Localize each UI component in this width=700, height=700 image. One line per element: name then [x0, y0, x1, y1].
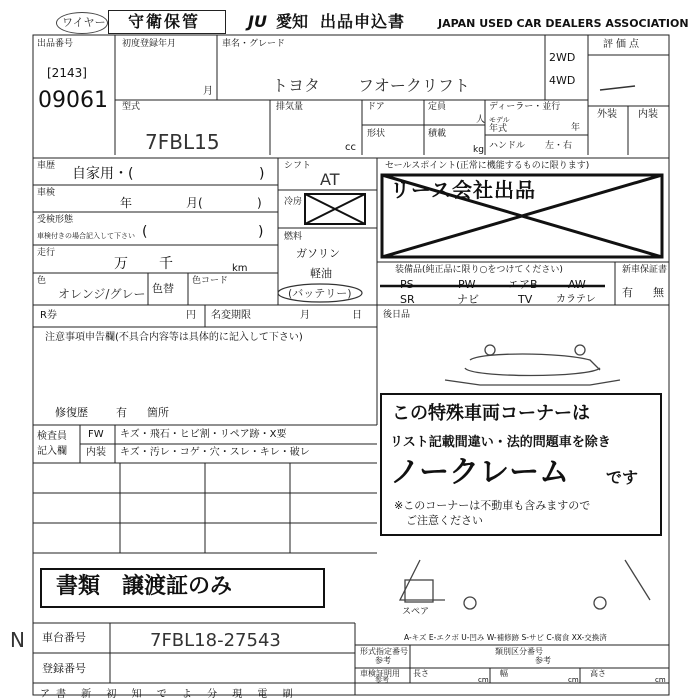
special-line1: この特殊車両コーナーは: [392, 403, 590, 424]
form-sub: 車検付きの場合記入して下さい: [37, 232, 135, 240]
sales-label: セールスポイント(正常に機能するものに限ります): [385, 161, 590, 171]
form-open: (: [142, 224, 148, 240]
inspection-year: 年: [120, 196, 133, 210]
color-label: 色: [37, 276, 47, 286]
mileage-sen: 千: [159, 256, 173, 272]
inspector-entry-label: 記入欄: [37, 446, 67, 457]
inspector-fw: FW: [88, 429, 104, 440]
dealer-label: ディーラー・並行: [489, 102, 561, 112]
equipment-sr: SR: [400, 293, 415, 306]
name-change-day: 日: [352, 310, 362, 321]
history-close: ): [259, 166, 265, 182]
repair-history-place: 箇所: [147, 406, 169, 419]
color-change: 色替: [152, 282, 174, 295]
mileage-unit: km: [232, 263, 248, 274]
form-label: 受検形態: [37, 215, 74, 225]
fuel-label: 燃料: [284, 232, 303, 242]
warranty-label: 新車保証書: [622, 265, 668, 275]
special-line5: ご注意ください: [406, 514, 483, 527]
dealer-year-unit: 年: [571, 123, 581, 133]
equipment-airbag: エアB: [508, 278, 538, 291]
registration-label: 登録番号: [42, 662, 86, 675]
org-name-en: JAPAN USED CAR DEALERS ASSOCIATION: [438, 17, 689, 30]
inspector-label: 検査員: [37, 431, 67, 442]
inspection-close: ): [257, 196, 262, 210]
equipment-tv: TV: [518, 293, 533, 306]
sales-value: リース会社出品: [390, 178, 536, 202]
documents-value: 書類 譲渡証のみ: [56, 574, 233, 599]
mileage-man: 万: [114, 256, 128, 272]
form-close: ): [258, 224, 264, 240]
spec-class-label: 類別区分番号: [495, 647, 543, 656]
inspector-interior: 内装: [86, 447, 106, 458]
spec-model-label: 形式指定番号: [360, 647, 408, 656]
special-desu: です: [606, 468, 639, 487]
spec-class-ref: 参考: [535, 656, 551, 665]
org-name: 愛知: [276, 12, 309, 31]
name-change-month: 月: [300, 310, 310, 321]
color-value: オレンジ/グレー: [58, 287, 146, 301]
handle-lr: 左・右: [545, 141, 573, 151]
spec-length: 長さ: [413, 669, 429, 678]
displacement-unit: cc: [345, 142, 356, 153]
lot-sub: [2143]: [47, 66, 87, 80]
storage-label: 守衛保管: [128, 12, 201, 31]
chassis-mark: N: [10, 628, 25, 652]
aircon-cross-mark: [305, 194, 365, 224]
type-value: 7FBL15: [145, 130, 220, 154]
first-reg-month: 月: [203, 86, 213, 97]
load-unit: kg: [473, 145, 484, 155]
equipment-aw: AW: [568, 278, 586, 291]
type-label: 型式: [122, 102, 141, 112]
special-line2: リスト記載間違い・法的問題車を除き: [390, 435, 611, 450]
shift-label: シフト: [284, 161, 312, 171]
warranty-no: 無: [653, 286, 664, 299]
handle-label: ハンドル: [489, 141, 526, 151]
spec-length-unit: cm: [478, 676, 489, 684]
spec-width: 幅: [500, 669, 508, 678]
shape-label: 形状: [367, 129, 386, 139]
bottom-row: ア書 新 初 知 で よ 分 現 電 刷: [40, 689, 299, 700]
spec-height: 高さ: [590, 669, 606, 678]
spare-label: スペア: [402, 607, 430, 617]
chassis-label: 車台番号: [42, 631, 86, 644]
equipment-ps: PS: [400, 278, 414, 291]
repair-history-value: 有: [116, 406, 127, 419]
repair-history-label: 修復歴: [55, 406, 88, 419]
mileage-label: 走行: [37, 248, 56, 258]
equipment-label: 装備品(純正品に限り○をつけてください): [395, 265, 563, 275]
recycle-unit: 円: [186, 310, 196, 321]
car-model: フオークリフト: [358, 76, 470, 95]
fuel-gasoline: ガソリン: [296, 247, 340, 260]
name-change-label: 名変期限: [211, 310, 251, 321]
inspector-row1: キズ・飛石・ヒビ割・リペア跡・X要: [120, 429, 287, 440]
first-reg-label: 初度登録年月: [122, 39, 177, 49]
inspection-label: 車検: [37, 188, 56, 198]
load-label: 積載: [428, 129, 447, 139]
dealer-year: 年式: [489, 124, 508, 134]
drive-2wd: 2WD: [549, 51, 576, 64]
lot-number: 09061: [38, 88, 108, 113]
spec-height-unit: cm: [655, 676, 666, 684]
ju-logo: JU: [248, 12, 267, 31]
later-item-label: 後日品: [383, 310, 411, 320]
equipment-color-tv: カラテレ: [556, 294, 596, 305]
displacement-label: 排気量: [276, 102, 304, 112]
history-label: 車歴: [37, 161, 56, 171]
spec-model-ref: 参考: [375, 656, 391, 665]
capacity-unit: 人: [476, 115, 486, 125]
handwritten-tag: ワイヤー: [62, 16, 106, 29]
inspector-row2: キズ・汚レ・コゲ・穴・スレ・キレ・破レ: [120, 447, 310, 458]
damage-legend: A-キズ E-エクボ U-凹み W-補修跡 S-サビ C-腐食 XX-交換済: [404, 633, 607, 642]
spec-width-unit: cm: [568, 676, 579, 684]
shift-value: AT: [320, 170, 340, 189]
chassis-value: 7FBL18-27543: [150, 630, 281, 651]
special-no-claim: ノークレーム: [390, 455, 570, 490]
lot-label: 出品番号: [37, 39, 74, 49]
dealer-model: モデル: [489, 116, 510, 124]
rating-exterior: 外装: [597, 109, 617, 120]
equipment-pw: PW: [458, 278, 476, 291]
rating-dash: [600, 86, 635, 90]
car-maker: トヨタ: [272, 76, 321, 95]
notes-label: 注意事項申告欄(不具合内容等は具体的に記入して下さい): [45, 332, 303, 343]
car-name-label: 車名・グレード: [222, 39, 286, 49]
capacity-label: 定員: [428, 102, 447, 112]
fuel-battery: (バッテリー): [288, 287, 352, 300]
recycle-label: R券: [40, 310, 57, 321]
color-code-label: 色コード: [192, 276, 229, 286]
equipment-navi: ナビ: [457, 293, 479, 306]
spec-cert-ref: 参考: [375, 676, 389, 684]
doc-title: 出品申込書: [320, 12, 406, 31]
warranty-yes: 有: [622, 286, 633, 299]
aircon-label: 冷房: [284, 197, 303, 207]
inspection-month: 月(: [186, 196, 203, 210]
rating-interior: 内装: [638, 109, 658, 120]
spec-cert-label: 車検証明用: [360, 669, 400, 678]
door-label: ドア: [367, 102, 385, 112]
drive-4wd: 4WD: [549, 74, 576, 87]
special-line4: ※このコーナーは不動車も含みますので: [394, 499, 591, 512]
fuel-diesel: 軽油: [310, 267, 332, 280]
history-value: 自家用・(: [72, 166, 134, 182]
rating-label: 評価点: [603, 39, 642, 50]
